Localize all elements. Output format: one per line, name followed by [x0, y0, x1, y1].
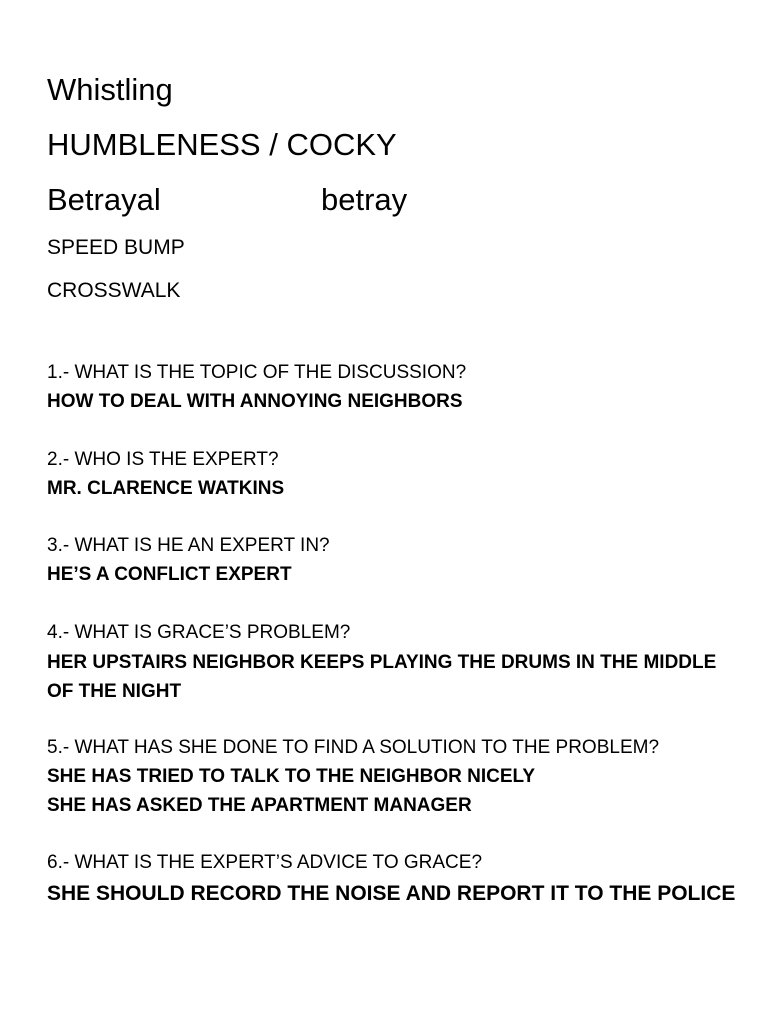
vocab-betrayal: Betrayal [47, 182, 161, 217]
question-2: 2.- WHO IS THE EXPERT? [47, 449, 279, 470]
answer-5b: SHE HAS ASKED THE APARTMENT MANAGER [47, 795, 472, 816]
vocab-whistling: Whistling [47, 72, 173, 107]
question-6: 6.- WHAT IS THE EXPERT’S ADVICE TO GRACE? [47, 852, 483, 873]
vocab-humbleness-cocky: HUMBLENESS / COCKY [47, 127, 397, 162]
answer-6: SHE SHOULD RECORD THE NOISE AND REPORT IT TO THE POLICE [47, 882, 736, 905]
vocab-crosswalk: CROSSWALK [47, 279, 181, 302]
question-3: 3.- WHAT IS HE AN EXPERT IN? [47, 535, 330, 556]
answer-5a: SHE HAS TRIED TO TALK TO THE NEIGHBOR NICELY [47, 766, 536, 787]
vocab-speed-bump: SPEED BUMP [47, 236, 185, 259]
question-4: 4.- WHAT IS GRACE’S PROBLEM? [47, 622, 351, 643]
vocab-betray: betray [321, 182, 408, 217]
answer-1: HOW TO DEAL WITH ANNOYING NEIGHBORS [47, 391, 463, 412]
answer-2: MR. CLARENCE WATKINS [47, 478, 285, 499]
answer-4: HER UPSTAIRS NEIGHBOR KEEPS PLAYING THE DRUMS IN THE MIDDLE OF THE NIGHT [47, 652, 717, 702]
question-1: 1.- WHAT IS THE TOPIC OF THE DISCUSSION? [47, 362, 467, 383]
answer-3: HE’S A CONFLICT EXPERT [47, 564, 292, 585]
question-5: 5.- WHAT HAS SHE DONE TO FIND A SOLUTION TO THE PROBLEM? [47, 737, 660, 758]
